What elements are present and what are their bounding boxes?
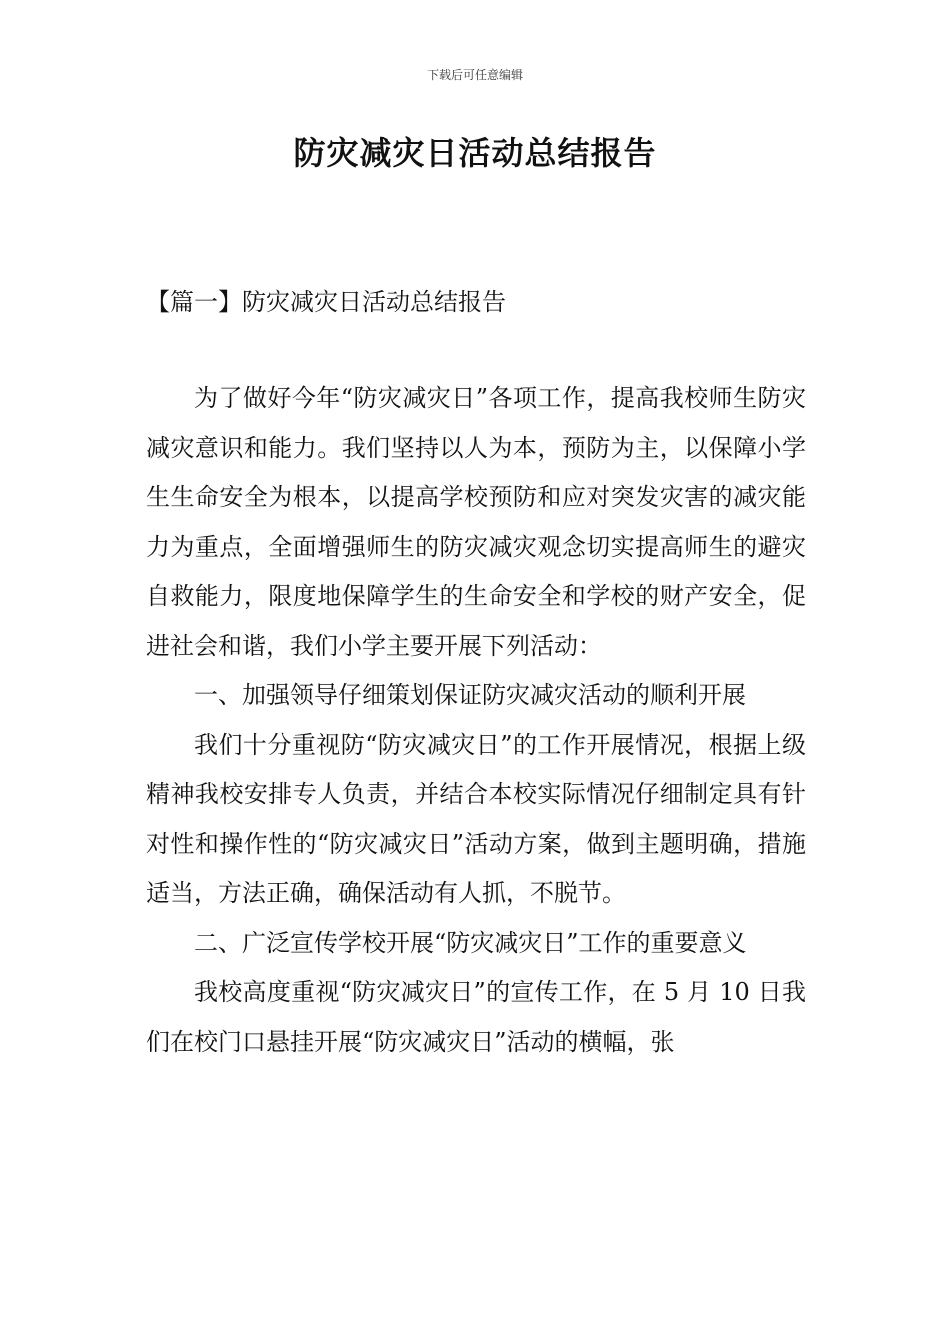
paragraph-two: 我校高度重视“防灾减灾日”的宣传工作，在 5 月 10 日我们在校门口悬挂开展“防灾减灾日”活动的横幅，张 [146,978,806,1056]
paragraph-intro: 为了做好今年“防灾减灾日”各项工作，提高我校师生防灾减灾意识和能力。我们坚持以人为本，预防为主，以保障小学生生命安全为根本，以提高学校预防和应对突发灾害的减灾能力为重点，全面增强师生的防灾减灾观念切实提高师生的避灾自救能力，限度地保障学生的生命安全和学校的财产安全，促进社会和谐，我们小学主要开展下列活动： [146,384,806,660]
paragraph-one: 我们十分重视防“防灾减灾日”的工作开展情况，根据上级精神我校安排专人负责，并结合本校实际情况仔细制定具有针对性和操作性的“防灾减灾日”活动方案，做到主题明确，措施适当，方法正确，确保活动有人抓，不脱节。 [146,730,806,907]
subheading-one: 一、加强领导仔细策划保证防灾减灾活动的顺利开展 [194,681,746,709]
section-heading: 【篇一】防灾减灾日活动总结报告 [146,288,506,316]
header-note: 下载后可任意编辑 [426,68,523,82]
document-title: 防灾减灾日活动总结报告 [293,134,657,172]
subheading-two: 二、广泛宣传学校开展“防灾减灾日”工作的重要意义 [194,928,747,957]
document-body [146,374,806,1067]
